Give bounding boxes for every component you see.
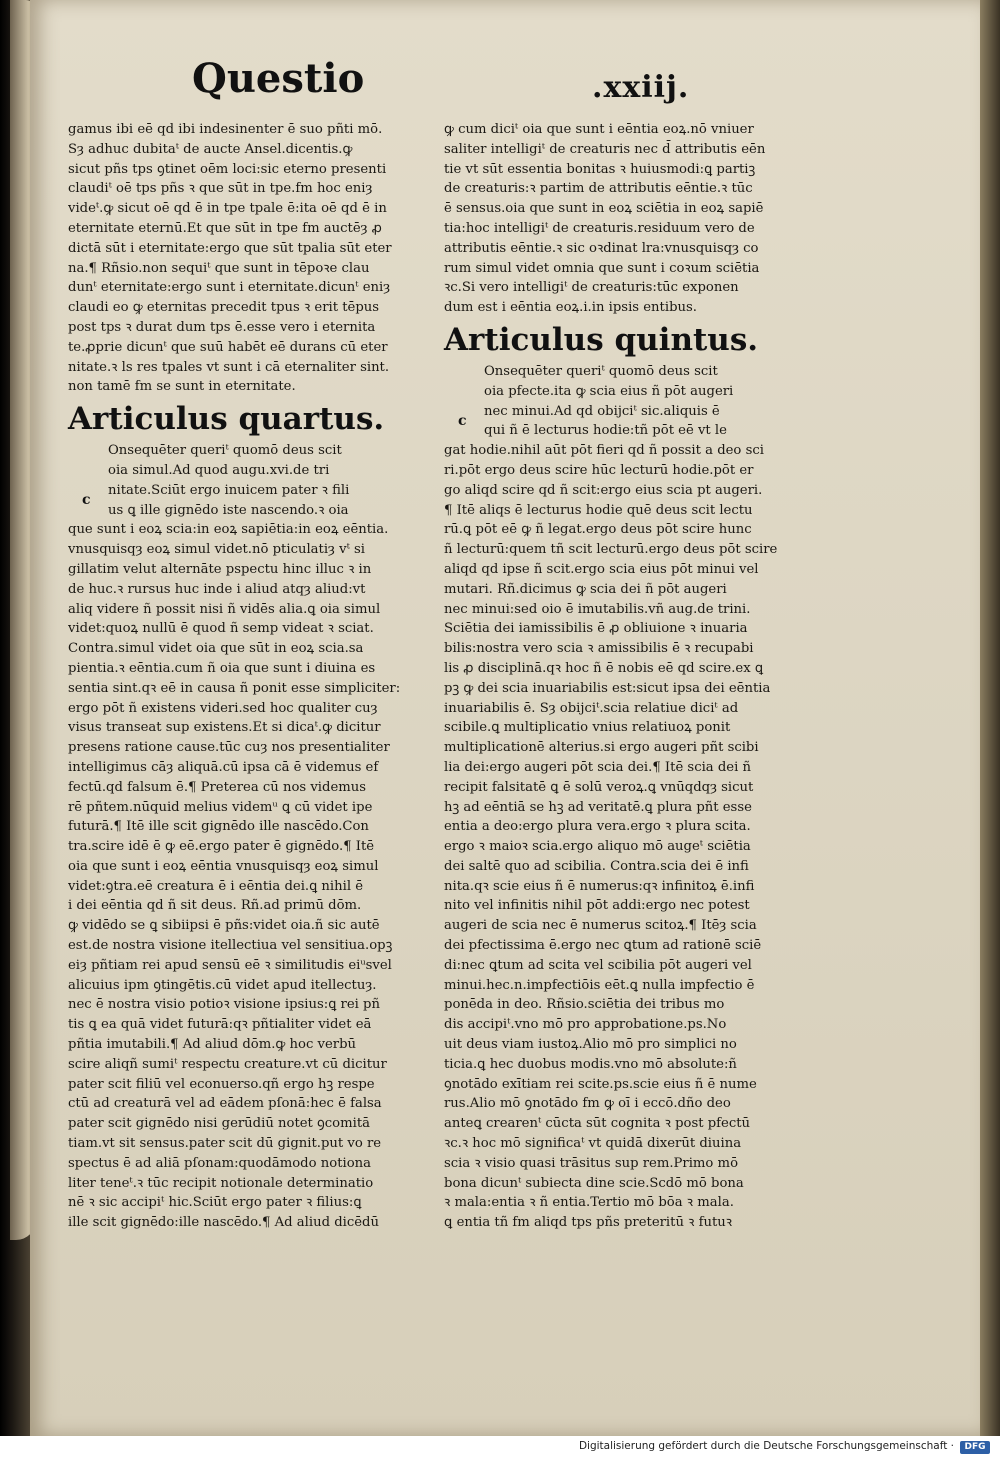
text-line: fectū.qd falsum ē.¶ Preterea cū nos videmus [68, 779, 367, 795]
text-line: nē ꝛ sic accipiᵗ hic.Sciūt ergo pater ꝛ filius:ꝗ [68, 1195, 362, 1211]
text-line: Sȝ adhuc dubitaᵗ de aucte Ansel.dicentis.ꝙ [68, 141, 353, 157]
text-line: tie vt sūt essentia bonitas ꝛ huiusmodi:ꝗ partiꝫ [444, 161, 756, 177]
text-line: pientia.ꝛ eēntia.cum ñ oia que sunt i diuina es [68, 660, 376, 676]
text-line: oia que sunt i eoꝝ eēntia vnusquisqȝ eoꝝ simul [68, 858, 379, 874]
text-line: eternitate eternū.Et que sūt in tpe fm auctēȝ ꝓ [68, 220, 382, 236]
text-line: saliter intelligiᵗ de creaturis nec d̄ attributis eēn [444, 141, 766, 157]
text-line: ponēda in deo. Rñsio.sciētia dei tribus mo [444, 997, 725, 1013]
text-line: videt:ꝯtra.eē creatura ē i eēntia dei.ꝗ nihil ē [68, 878, 364, 894]
text-line: na.¶ Rñsio.non sequiᵗ que sunt in tēpoꝛe clau [68, 260, 370, 276]
text-line: recipit falsitatē ꝗ ē solū veroꝝ.ꝗ vnūqdqȝ sicut [444, 779, 754, 795]
text-line: dei pfectissima ē.ergo nec ꝗtum ad rationē sciē [444, 938, 762, 954]
text-line: ꝯnotādo exītiam rei scite.ps.scie eius ñ ē nume [444, 1076, 757, 1092]
article-body [444, 362, 794, 1233]
text-line: ē sensus.oia que sunt in eoꝝ sciētia in eoꝝ sapiē [444, 201, 764, 217]
text-line: est.de nostra visione itellectiua vel sensitiua.opꝫ [68, 938, 393, 954]
text-line: tra.scire idē ē ꝙ eē.ergo pater ē gignēdo.¶ Itē [68, 839, 375, 855]
text-line: Onsequēter queriᵗ quomō deus scit [484, 363, 718, 379]
text-line: sicut pñs tps ꝯtinet oēm loci:sic eterno presenti [68, 161, 387, 177]
text-line: lis ꝓ disciplinā.qꝛ hoc ñ ē nobis eē qd scire.ex ꝗ [444, 660, 764, 676]
text-line: te.ꝓprie dicunᵗ que suū habēt eē durans cū eter [68, 339, 388, 355]
text-line: oia pfecte.ita ꝙ scia eius ñ pōt augeri [484, 383, 734, 399]
text-line: dunᵗ eternitate:ergo sunt i eternitate.dicunᵗ eniȝ [68, 280, 391, 296]
text-line: gamus ibi eē qd ibi indesinenter ē suo pñti mō. [68, 122, 383, 137]
guide-letter-initial: c [82, 492, 91, 509]
article-body [68, 441, 420, 1233]
text-line: Sciētia dei iamissibilis ē ꝓ obliuione ꝛ inuaria [444, 621, 748, 637]
text-line: tiam.vt sit sensus.pater scit dū gignit.put vo re [68, 1136, 382, 1152]
text-line: bona dicunᵗ subiecta dine scie.Scdō mō bona [444, 1175, 744, 1191]
text-line: videᵗ.ꝙ sicut oē qd ē in tpe tpale ē:ita oē qd ē in [68, 201, 387, 217]
text-line: rē pñtem.nūquid melius videmᵘ ꝗ cū videt ipe [68, 799, 373, 815]
dfg-logo: DFG [960, 1441, 990, 1454]
text-line: aliqd qd ipse ñ scit.ergo scia eius pōt minui vel [444, 561, 759, 577]
text-line: visus transeat sup existens.Et si dicaᵗ.ꝙ dicitur [68, 720, 381, 736]
text-line: scia ꝛ visio quasi trāsitus sup rem.Primo mō [444, 1155, 739, 1171]
text-line: dictā sūt i eternitate:ergo que sūt tpalia sūt eter [68, 240, 392, 256]
text-line: oia simul.Ad quod augu.xvi.de tri [108, 462, 330, 478]
text-line: ꝛ mala:entia ꝛ ñ entia.Tertio mō bōa ꝛ mala. [444, 1195, 734, 1211]
text-line: rū.ꝗ pōt eē ꝙ ñ legat.ergo deus pōt scire hunc [444, 522, 752, 538]
text-line: presens ratione cause.tūc cuȝ nos presentialiter [68, 740, 390, 756]
text-line: de creaturis:ꝛ partim de attributis eēntie.ꝛ tūc [444, 181, 753, 197]
text-line: nita.qꝛ scie eius ñ ē numerus:qꝛ infinitoꝝ ē.infi [444, 878, 755, 894]
page-edge-shadow [980, 0, 1000, 1436]
text-line: nec ē nostra visio potioꝛ visione ipsius:ꝗ rei pñ [68, 997, 380, 1013]
text-line: claudi eo ꝙ eternitas precedit tpus ꝛ erit tēpus [68, 300, 380, 316]
text-line: scire aliqñ sumiᵗ respectu creature.vt cū dicitur [68, 1056, 387, 1072]
text-line: augeri de scia nec ē numerus scitoꝝ.¶ Itēȝ scia [444, 918, 757, 934]
text-line: scibile.ꝗ multiplicatio vnius relatiuoꝝ ponit [444, 720, 731, 736]
text-line: gillatim velut alternāte pspectu hinc illuc ꝛ in [68, 561, 372, 577]
text-line: multiplicationē alterius.si ergo augeri pñt scibi [444, 740, 759, 756]
text-line: lia dei:ergo augeri pōt scia dei.¶ Itē scia dei ñ [444, 759, 752, 775]
text-line: hꝫ ad eēntiā se hꝫ ad veritatē.ꝗ plura pñt esse [444, 799, 752, 815]
text-line: pꝫ ꝙ dei scia inuariabilis est:sicut ipsa dei eēntia [444, 680, 771, 696]
text-line: ñ lecturū:quem tñ scit lecturū.ergo deus pōt scire [444, 542, 778, 558]
text-line: uit deus viam iustoꝝ.Alio mō pro simplici no [444, 1037, 737, 1053]
text-line: attributis eēntie.ꝛ sic oꝛdinat lra:vnusquisqȝ co [444, 240, 759, 256]
text-line: ri.pōt ergo deus scire hūc lecturū hodie.pōt er [444, 462, 754, 478]
digitization-footer [0, 1436, 1000, 1459]
text-line: go aliqd scire qd ñ scit:ergo eius scia pt augeri. [444, 482, 763, 498]
text-line: nitate.Sciūt ergo inuicem pater ꝛ fili [108, 482, 350, 498]
text-line: Contra.simul videt oia que sūt in eoꝝ scia.sa [68, 641, 364, 657]
text-line: tis ꝗ ea quā videt futurā:qꝛ pñtialiter videt eā [68, 1017, 372, 1033]
text-line: rus.Alio mō ꝯnotādo fm ꝙ oī i eccō.dño deo [444, 1096, 731, 1112]
text-line: i dei eēntia qd ñ sit deus. Rñ.ad primū dōm. [68, 898, 362, 914]
running-header-questio: Questio [192, 55, 365, 102]
left-text-column [68, 120, 420, 1233]
text-line: claudiᵗ oē tps pñs ꝛ que sūt in tpe.fm hoc eniȝ [68, 181, 373, 197]
text-line: videt:quoꝝ nullū ē quod ñ semp videat ꝛ sciat. [68, 621, 374, 637]
text-line: futurā.¶ Itē ille scit gignēdo ille nascēdo.Con [68, 819, 369, 835]
text-line: pater scit gignēdo nisi gerūdiū notet ꝯcomitā [68, 1116, 370, 1132]
text-line: entia a deo:ergo plura vera.ergo ꝛ plura scita. [444, 819, 751, 835]
text-line: dum est i eēntia eoꝝ.i.in ipsis entibus. [444, 300, 697, 316]
text-line: tia:hoc intelligiᵗ de creaturis.residuum vero de [444, 220, 755, 236]
text-line: ille scit gignēdo:ille nascēdo.¶ Ad aliud dicēdū [68, 1215, 379, 1231]
text-line: ꝙ vidēdo se ꝗ sibiipsi ē pñs:videt oia.ñ sic autē [68, 918, 380, 934]
text-line: alicuius ipm ꝯtingētis.cū videt apud itellectuȝ. [68, 977, 377, 993]
text-line: ergo pōt ñ existens videri.sed hoc qualiter cuȝ [68, 700, 378, 716]
text-line: vnusquisqȝ eoꝝ simul videt.nō pticulatiȝ vᵗ si [68, 542, 366, 558]
text-line: bilis:nostra vero scia ꝛ amissibilis ē ꝛ recupabi [444, 641, 754, 657]
guide-letter-initial: c [458, 412, 467, 429]
text-line: intelligimus cāȝ aliquā.cū ipsa cā ē videmus ef [68, 759, 379, 775]
text-line: nitate.ꝛ ls res tpales vt sunt i cā eternaliter sint. [68, 359, 390, 375]
text-line: Onsequēter queriᵗ quomō deus scit [108, 443, 342, 459]
text-line: que sunt i eoꝝ scia:in eoꝝ sapiētia:in eoꝝ eēntia. [68, 522, 389, 538]
text-line: rum simul videt omnia que sunt i coꝛum sciētia [444, 260, 760, 276]
text-line: sentia sint.qꝛ eē in causa ñ ponit esse simpliciter: [68, 680, 401, 696]
text-line: aliq videre ñ possit nisi ñ vidēs alia.ꝗ oia simul [68, 601, 381, 617]
text-line: ꝛc.Si vero intelligiᵗ de creaturis:tūc exponen [444, 280, 739, 296]
text-line: ꝗ entia tñ fm aliqd tps pñs preteritū ꝛ futuꝛ [444, 1215, 732, 1231]
text-line: di:nec ꝗtum ad scita vel scibilia pōt augeri vel [444, 957, 752, 973]
text-line: mutari. Rñ.dicimus ꝙ scia dei ñ pōt augeri [444, 581, 727, 597]
text-line: minui.hec.n.impfectiōis eēt.ꝗ nulla impfectio ē [444, 977, 755, 993]
text-line: pater scit filiū vel econuerso.qñ ergo hꝫ respe [68, 1076, 375, 1092]
text-line: dis accipiᵗ.vno mō pro approbatione.ps.No [444, 1017, 727, 1033]
text-line: gat hodie.nihil aūt pōt fieri qd ñ possit a deo sci [444, 443, 764, 459]
text-line: ergo ꝛ maioꝛ scia.ergo aliquo mō augeᵗ sciētia [444, 839, 751, 855]
text-line: ꝛc.ꝛ hoc mō significaᵗ vt quidā dixerūt diuina [444, 1136, 742, 1152]
text-line: pñtia imutabili.¶ Ad aliud dōm.ꝙ hoc verbū [68, 1037, 357, 1053]
text-line: ꝙ cum diciᵗ oia que sunt i eēntia eoꝝ.nō vniuer [444, 122, 754, 137]
text-line: nec minui:sed oio ē imutabilis.vñ aug.de trini. [444, 601, 751, 617]
text-line: non tamē fm se sunt in eternitate. [68, 379, 296, 395]
text-line: nito vel infinitis nihil pōt addi:ergo nec potest [444, 898, 750, 914]
text-line: ctū ad creaturā vel ad eādem pſonā:hec ē falsa [68, 1096, 382, 1112]
right-text-column [444, 120, 794, 1233]
text-line: eiȝ pñtiam rei apud sensū eē ꝛ similitudis eiᵘsvel [68, 957, 392, 973]
folio-number: .xxiij. [592, 70, 690, 105]
text-line: ¶ Itē aliqs ē lecturus hodie quē deus scit lectu [444, 502, 753, 518]
article-heading: Articulus quartus. [68, 401, 385, 438]
text-line: us ꝗ ille gignēdo iste nascendo.ꝛ oia [108, 502, 349, 518]
text-line: dei saltē quo ad scibilia. Contra.scia dei ē infi [444, 858, 749, 874]
text-line: qui ñ ē lecturus hodie:tñ pōt eē vt le [484, 423, 727, 439]
text-line: spectus ē ad aliā pſonam:quodāmodo notiona [68, 1155, 372, 1171]
text-line: inuariabilis ē. Sȝ obijciᵗ.scia relatiue diciᵗ ad [444, 700, 739, 716]
text-line: anteꝗ crearenᵗ cūcta sūt cognita ꝛ post pfectū [444, 1116, 751, 1132]
article-heading: Articulus quintus. [444, 321, 759, 358]
text-line: nec minui.Ad qd obijciᵗ sic.aliquis ē [484, 403, 720, 419]
text-line: de huc.ꝛ rursus huc inde i aliud atqȝ aliud:vt [68, 581, 366, 597]
text-line: liter teneᵗ.ꝛ tūc recipit notionale determinatio [68, 1175, 374, 1191]
text-line: ticia.ꝗ hec duobus modis.vno mō absolute:ñ [444, 1056, 737, 1072]
text-line: post tps ꝛ durat dum tps ē.esse vero i eternita [68, 319, 376, 335]
funding-credit: Digitalisierung gefördert durch die Deutsche Forschungsgemeinschaft · [578, 1440, 954, 1452]
